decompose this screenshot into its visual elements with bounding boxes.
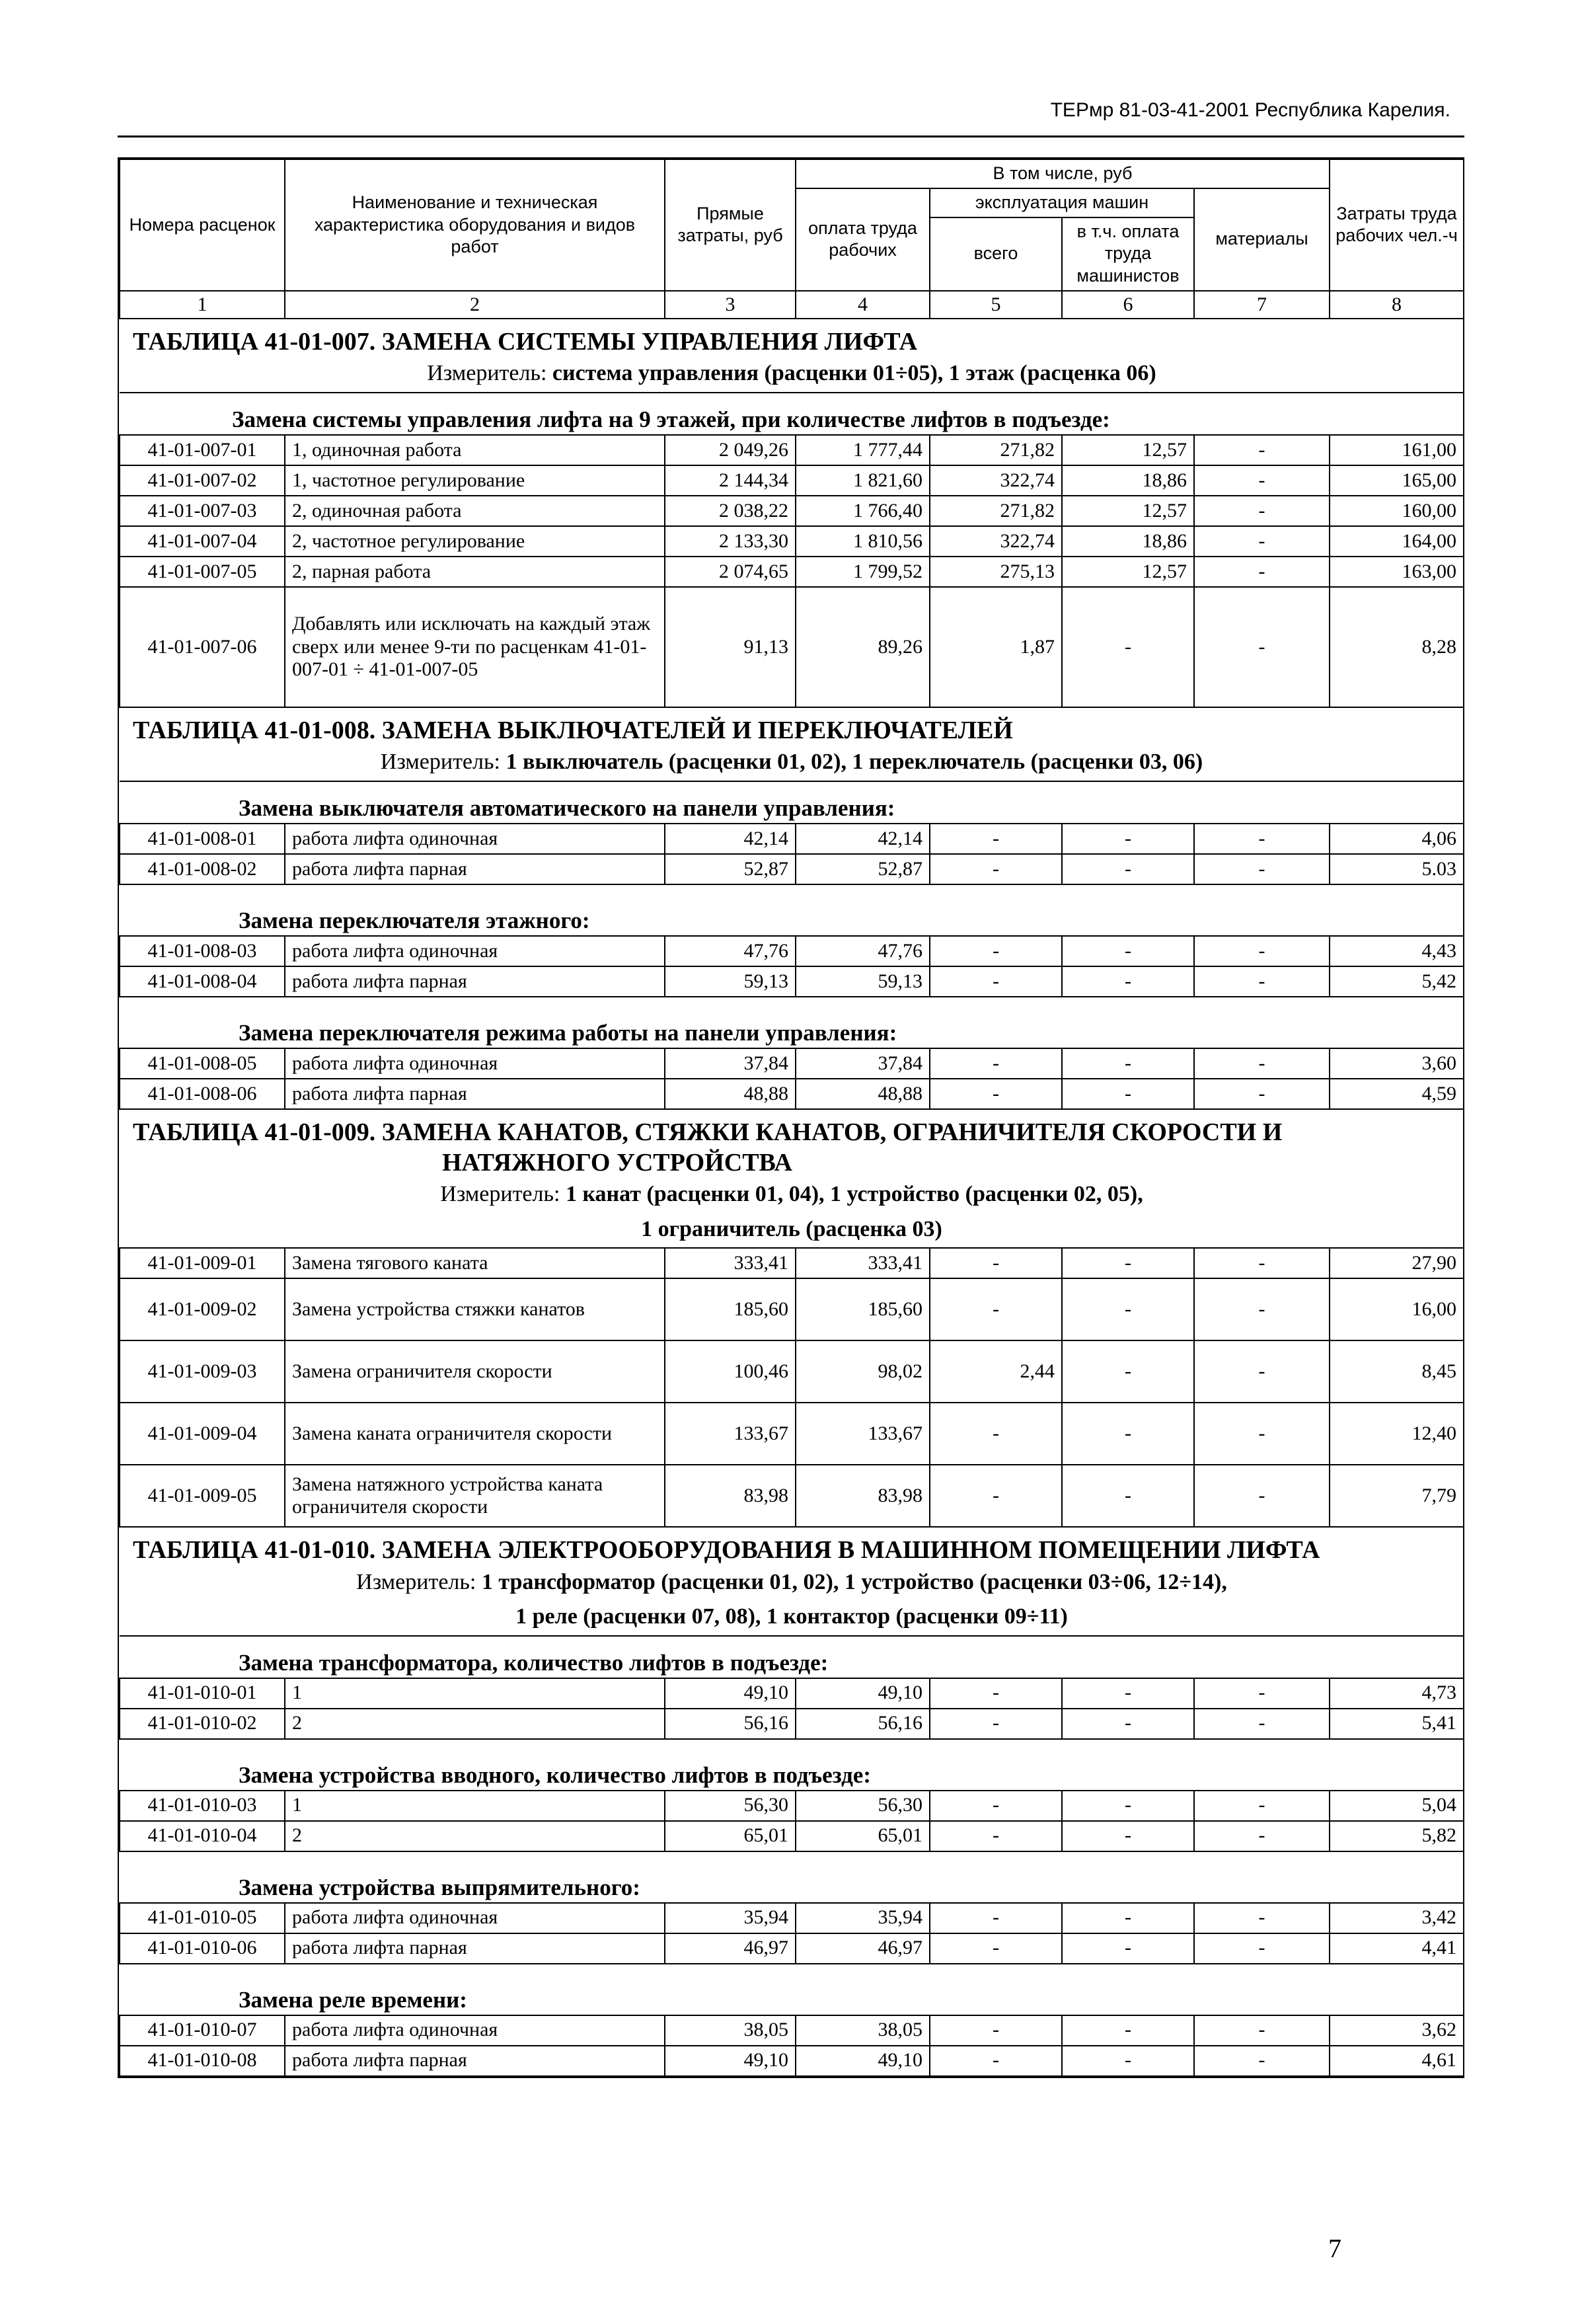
col-machines-header: эксплуатация машин [930,188,1194,217]
col-number: 5 [930,291,1062,319]
table-section-header [120,707,1464,781]
work-name: работа лифта одиночная [285,824,665,854]
col-labor-header: Затраты труда рабочих чел.-ч [1330,159,1464,291]
table-row [120,1709,1464,1739]
direct-cost: 2 074,65 [665,557,796,587]
work-name: Замена натяжного устройства каната ограничителя скорости [285,1465,665,1527]
labor-hours: 5,04 [1330,1791,1464,1821]
table-row [120,2046,1464,2076]
machinist-wages: - [1062,1403,1194,1465]
direct-cost: 56,16 [665,1709,796,1739]
rate-code: 41-01-010-06 [120,1933,285,1964]
work-name: 2 [285,1709,665,1739]
group-title: Замена устройства вводного, количество лифтов в подъезде: [239,1762,871,1788]
rate-code: 41-01-009-01 [120,1248,285,1278]
machines-cost: - [930,1709,1062,1739]
materials-cost: - [1194,587,1330,707]
materials-cost: - [1194,824,1330,854]
direct-cost: 35,94 [665,1903,796,1933]
work-name: 1, частотное регулирование [285,465,665,496]
labor-hours: 7,79 [1330,1465,1464,1527]
machinist-wages: - [1062,1248,1194,1278]
work-name: работа лифта одиночная [285,1903,665,1933]
wages-cost: 52,87 [796,854,930,884]
column-header-row [120,159,1464,188]
work-name: работа лифта парная [285,2046,665,2076]
meter-text-2: 1 ограничитель (расценка 03) [641,1216,942,1241]
materials-cost: - [1194,1248,1330,1278]
wages-cost: 1 799,52 [796,557,930,587]
meter-label: Измеритель: [356,1569,476,1594]
materials-cost: - [1194,496,1330,526]
rate-code: 41-01-007-05 [120,557,285,587]
materials-cost: - [1194,1403,1330,1465]
machines-cost: - [930,2015,1062,2046]
rate-code: 41-01-008-04 [120,966,285,997]
labor-hours: 5,82 [1330,1821,1464,1851]
work-name: Замена устройства стяжки канатов [285,1278,665,1340]
machinist-wages: - [1062,1079,1194,1109]
machinist-wages: - [1062,1465,1194,1527]
materials-cost: - [1194,1340,1330,1403]
work-name: работа лифта парная [285,1933,665,1964]
materials-cost: - [1194,966,1330,997]
wages-cost: 83,98 [796,1465,930,1527]
group-title: Замена переключателя режима работы на панели управления: [239,1019,897,1046]
machines-cost: - [930,966,1062,997]
direct-cost: 38,05 [665,2015,796,2046]
machines-cost: - [930,824,1062,854]
group-header [120,393,1464,435]
machinist-wages: - [1062,966,1194,997]
direct-cost: 83,98 [665,1465,796,1527]
machinist-wages: - [1062,2015,1194,2046]
work-name: работа лифта парная [285,1079,665,1109]
col-number: 2 [285,291,665,319]
materials-cost: - [1194,1709,1330,1739]
materials-cost: - [1194,435,1330,465]
wages-cost: 1 766,40 [796,496,930,526]
table-section-header [120,1527,1464,1636]
wages-cost: 48,88 [796,1079,930,1109]
machines-cost: - [930,1048,1062,1079]
direct-cost: 59,13 [665,966,796,997]
col-number: 4 [796,291,930,319]
wages-cost: 38,05 [796,2015,930,2046]
work-name: 2, одиночная работа [285,496,665,526]
wages-cost: 56,16 [796,1709,930,1739]
rate-code: 41-01-010-02 [120,1709,285,1739]
meter-line-2 [120,1213,1464,1248]
wages-cost: 46,97 [796,1933,930,1964]
direct-cost: 52,87 [665,854,796,884]
labor-hours: 27,90 [1330,1248,1464,1278]
group-title: Замена переключателя этажного: [239,907,590,933]
col-number: 1 [120,291,285,319]
machinist-wages: - [1062,1821,1194,1851]
meter-line [120,1566,1464,1601]
work-name: 1 [285,1791,665,1821]
col-number: 3 [665,291,796,319]
work-name: работа лифта одиночная [285,936,665,966]
meter-label: Измеритель: [440,1182,560,1207]
rate-code: 41-01-009-04 [120,1403,285,1465]
materials-cost: - [1194,1048,1330,1079]
table-row [120,1048,1464,1079]
materials-cost: - [1194,854,1330,884]
materials-cost: - [1194,1465,1330,1527]
machinist-wages: - [1062,1903,1194,1933]
work-name: 1 [285,1678,665,1709]
materials-cost: - [1194,1903,1330,1933]
rate-code: 41-01-008-03 [120,936,285,966]
machinist-wages: - [1062,1278,1194,1340]
meter-line-2 [120,1600,1464,1635]
labor-hours: 8,45 [1330,1340,1464,1403]
machines-cost: - [930,1079,1062,1109]
wages-cost: 37,84 [796,1048,930,1079]
work-name: Замена каната ограничителя скорости [285,1403,665,1465]
labor-hours: 16,00 [1330,1278,1464,1340]
wages-cost: 185,60 [796,1278,930,1340]
meter-text-2: 1 реле (расценки 07, 08), 1 контактор (расценки 09÷11) [515,1604,1068,1629]
table-title-text: ТАБЛИЦА 41-01-010. ЗАМЕНА ЭЛЕКТРООБОРУДОВАНИЯ В МАШИННОМ ПОМЕЩЕНИИ ЛИФТА [133,1536,1320,1565]
materials-cost: - [1194,2015,1330,2046]
table-row [120,1079,1464,1109]
direct-cost: 48,88 [665,1079,796,1109]
group-title: Замена устройства выпрямительного: [239,1874,640,1900]
group-title: Замена трансформатора, количество лифтов в подъезде: [239,1649,829,1676]
table-row [120,1933,1464,1964]
machinist-wages: - [1062,936,1194,966]
rate-code: 41-01-010-05 [120,1903,285,1933]
machines-cost: 2,44 [930,1340,1062,1403]
table-row [120,1278,1464,1340]
machinist-wages: 12,57 [1062,435,1194,465]
materials-cost: - [1194,1791,1330,1821]
direct-cost: 49,10 [665,2046,796,2076]
machines-cost: - [930,1821,1062,1851]
table-row [120,587,1464,707]
labor-hours: 8,28 [1330,587,1464,707]
materials-cost: - [1194,1933,1330,1964]
wages-cost: 1 810,56 [796,526,930,557]
rate-code: 41-01-010-01 [120,1678,285,1709]
page-number: 7 [1328,2233,1341,2263]
machines-cost: - [930,1791,1062,1821]
wages-cost: 35,94 [796,1903,930,1933]
table-title-text: ТАБЛИЦА 41-01-009. ЗАМЕНА КАНАТОВ, СТЯЖКИ КАНАТОВ, ОГРАНИЧИТЕЛЯ СКОРОСТИ И [133,1118,1283,1146]
machinist-wages: - [1062,1048,1194,1079]
machinist-wages: - [1062,1678,1194,1709]
table-title [120,319,1464,358]
group-header [120,1739,1464,1791]
work-name: 2, частотное регулирование [285,526,665,557]
direct-cost: 56,30 [665,1791,796,1821]
table-row [120,526,1464,557]
direct-cost: 185,60 [665,1278,796,1340]
group-header [120,1636,1464,1678]
machinist-wages: - [1062,587,1194,707]
labor-hours: 4,59 [1330,1079,1464,1109]
machines-cost: - [930,1903,1062,1933]
table-row [120,2015,1464,2046]
table-row [120,936,1464,966]
labor-hours: 12,40 [1330,1403,1464,1465]
labor-hours: 4,06 [1330,824,1464,854]
wages-cost: 56,30 [796,1791,930,1821]
group-header [120,781,1464,824]
machines-cost: - [930,1933,1062,1964]
materials-cost: - [1194,1678,1330,1709]
work-name: 2 [285,1821,665,1851]
table-row [120,1248,1464,1278]
direct-cost: 49,10 [665,1678,796,1709]
meter-text: 1 выключатель (расценки 01, 02), 1 переключатель (расценки 03, 06) [506,750,1203,775]
rate-code: 41-01-008-05 [120,1048,285,1079]
table-row [120,966,1464,997]
labor-hours: 160,00 [1330,496,1464,526]
materials-cost: - [1194,465,1330,496]
rate-code: 41-01-007-04 [120,526,285,557]
price-table-frame [118,157,1464,2078]
wages-cost: 98,02 [796,1340,930,1403]
materials-cost: - [1194,526,1330,557]
direct-cost: 91,13 [665,587,796,707]
work-name: Добавлять или исключать на каждый этаж сверх или менее 9-ти по расценкам 41-01-007-01 ÷ 41-01-007-05 [285,587,665,707]
machinist-wages: - [1062,1933,1194,1964]
table-section-header [120,1109,1464,1248]
rate-code: 41-01-007-03 [120,496,285,526]
labor-hours: 5,42 [1330,966,1464,997]
group-header [120,997,1464,1048]
price-table [119,159,1464,2077]
col-mach-total-header: всего [930,217,1062,291]
machines-cost: 271,82 [930,496,1062,526]
wages-cost: 47,76 [796,936,930,966]
table-title [120,708,1464,746]
machinist-wages: - [1062,1340,1194,1403]
machines-cost: - [930,1248,1062,1278]
group-header [120,1851,1464,1903]
meter-text: 1 канат (расценки 01, 04), 1 устройство (расценки 02, 05), [565,1182,1143,1207]
materials-cost: - [1194,936,1330,966]
direct-cost: 2 049,26 [665,435,796,465]
labor-hours: 4,43 [1330,936,1464,966]
machines-cost: - [930,854,1062,884]
table-title-text: ТАБЛИЦА 41-01-007. ЗАМЕНА СИСТЕМЫ УПРАВЛЕНИЯ ЛИФТА [133,327,918,356]
col-direct-header: Прямые затраты, руб [665,159,796,291]
machines-cost: - [930,1465,1062,1527]
table-row [120,824,1464,854]
work-name: Замена ограничителя скорости [285,1340,665,1403]
col-materials-header: материалы [1194,188,1330,291]
rate-code: 41-01-009-05 [120,1465,285,1527]
table-title [120,1528,1464,1566]
rate-code: 41-01-007-02 [120,465,285,496]
machinist-wages: - [1062,2046,1194,2076]
labor-hours: 4,41 [1330,1933,1464,1964]
labor-hours: 164,00 [1330,526,1464,557]
group-title: Замена реле времени: [239,1986,467,2013]
labor-hours: 5.03 [1330,854,1464,884]
header-rule [118,136,1464,137]
table-row [120,435,1464,465]
direct-cost: 2 133,30 [665,526,796,557]
meter-line [120,1178,1464,1213]
rate-code: 41-01-008-01 [120,824,285,854]
document-header: ТЕРмр 81-03-41-2001 Республика Карелия. [1050,99,1450,121]
machines-cost: 271,82 [930,435,1062,465]
work-name: 2, парная работа [285,557,665,587]
labor-hours: 161,00 [1330,435,1464,465]
meter-text: 1 трансформатор (расценки 01, 02), 1 устройство (расценки 03÷06, 12÷14), [481,1569,1227,1594]
wages-cost: 1 821,60 [796,465,930,496]
labor-hours: 4,73 [1330,1678,1464,1709]
machines-cost: - [930,1403,1062,1465]
rate-code: 41-01-010-07 [120,2015,285,2046]
machinist-wages: - [1062,1791,1194,1821]
direct-cost: 47,76 [665,936,796,966]
meter-label: Измеритель: [380,750,500,775]
machinist-wages: 18,86 [1062,526,1194,557]
rate-code: 41-01-010-04 [120,1821,285,1851]
direct-cost: 100,46 [665,1340,796,1403]
col-code-header: Номера расценок [120,159,285,291]
table-title-cont: НАТЯЖНОГО УСТРОЙСТВА [442,1148,792,1177]
machines-cost: 322,74 [930,526,1062,557]
machinist-wages: 12,57 [1062,557,1194,587]
work-name: работа лифта парная [285,854,665,884]
work-name: работа лифта одиночная [285,2015,665,2046]
table-row [120,496,1464,526]
wages-cost: 59,13 [796,966,930,997]
col-number: 8 [1330,291,1464,319]
direct-cost: 46,97 [665,1933,796,1964]
col-wages-header: оплата труда рабочих [796,188,930,291]
group-header [120,884,1464,936]
rate-code: 41-01-010-08 [120,2046,285,2076]
table-row [120,1465,1464,1527]
machines-cost: 322,74 [930,465,1062,496]
rate-code: 41-01-010-03 [120,1791,285,1821]
labor-hours: 163,00 [1330,557,1464,587]
col-incl-header: В том числе, руб [796,159,1330,188]
table-row [120,1340,1464,1403]
materials-cost: - [1194,1079,1330,1109]
wages-cost: 1 777,44 [796,435,930,465]
labor-hours: 3,62 [1330,2015,1464,2046]
labor-hours: 3,42 [1330,1903,1464,1933]
table-title-text: ТАБЛИЦА 41-01-008. ЗАМЕНА ВЫКЛЮЧАТЕЛЕЙ И ПЕРЕКЛЮЧАТЕЛЕЙ [133,716,1013,744]
table-row [120,1678,1464,1709]
work-name: 1, одиночная работа [285,435,665,465]
machines-cost: - [930,936,1062,966]
column-number-row [120,291,1464,319]
table-row [120,854,1464,884]
wages-cost: 65,01 [796,1821,930,1851]
col-mach-wages-header: в т.ч. оплата труда машинистов [1062,217,1194,291]
work-name: Замена тягового каната [285,1248,665,1278]
wages-cost: 333,41 [796,1248,930,1278]
labor-hours: 165,00 [1330,465,1464,496]
col-name-header: Наименование и техническая характеристика оборудования и видов работ [285,159,665,291]
labor-hours: 5,41 [1330,1709,1464,1739]
machinist-wages: - [1062,824,1194,854]
meter-line [120,746,1464,781]
machines-cost: - [930,1678,1062,1709]
machines-cost: - [930,2046,1062,2076]
work-name: работа лифта одиночная [285,1048,665,1079]
machinist-wages: 18,86 [1062,465,1194,496]
direct-cost: 37,84 [665,1048,796,1079]
table-row [120,1903,1464,1933]
group-title: Замена выключателя автоматического на панели управления: [239,794,895,821]
rate-code: 41-01-009-03 [120,1340,285,1403]
direct-cost: 42,14 [665,824,796,854]
direct-cost: 333,41 [665,1248,796,1278]
labor-hours: 4,61 [1330,2046,1464,2076]
table-row [120,557,1464,587]
wages-cost: 42,14 [796,824,930,854]
meter-label: Измеритель: [427,361,547,386]
direct-cost: 2 038,22 [665,496,796,526]
wages-cost: 89,26 [796,587,930,707]
machinist-wages: - [1062,854,1194,884]
work-name: работа лифта парная [285,966,665,997]
materials-cost: - [1194,2046,1330,2076]
materials-cost: - [1194,557,1330,587]
table-title [120,1110,1464,1178]
col-number: 6 [1062,291,1194,319]
machinist-wages: 12,57 [1062,496,1194,526]
meter-line [120,357,1464,392]
materials-cost: - [1194,1821,1330,1851]
direct-cost: 65,01 [665,1821,796,1851]
rate-code: 41-01-007-01 [120,435,285,465]
wages-cost: 133,67 [796,1403,930,1465]
group-title: Замена системы управления лифта на 9 этажей, при количестве лифтов в подъезде: [232,406,1110,432]
machines-cost: 1,87 [930,587,1062,707]
rate-code: 41-01-007-06 [120,587,285,707]
machines-cost: 275,13 [930,557,1062,587]
rate-code: 41-01-009-02 [120,1278,285,1340]
materials-cost: - [1194,1278,1330,1340]
direct-cost: 2 144,34 [665,465,796,496]
machines-cost: - [930,1278,1062,1340]
labor-hours: 3,60 [1330,1048,1464,1079]
wages-cost: 49,10 [796,1678,930,1709]
rate-code: 41-01-008-06 [120,1079,285,1109]
table-section-header [120,319,1464,393]
col-number: 7 [1194,291,1330,319]
table-row [120,1791,1464,1821]
wages-cost: 49,10 [796,2046,930,2076]
table-row [120,1821,1464,1851]
machinist-wages: - [1062,1709,1194,1739]
table-row [120,465,1464,496]
rate-code: 41-01-008-02 [120,854,285,884]
table-row [120,1403,1464,1465]
group-header [120,1964,1464,2015]
meter-text: система управления (расценки 01÷05), 1 этаж (расценка 06) [552,361,1156,386]
direct-cost: 133,67 [665,1403,796,1465]
